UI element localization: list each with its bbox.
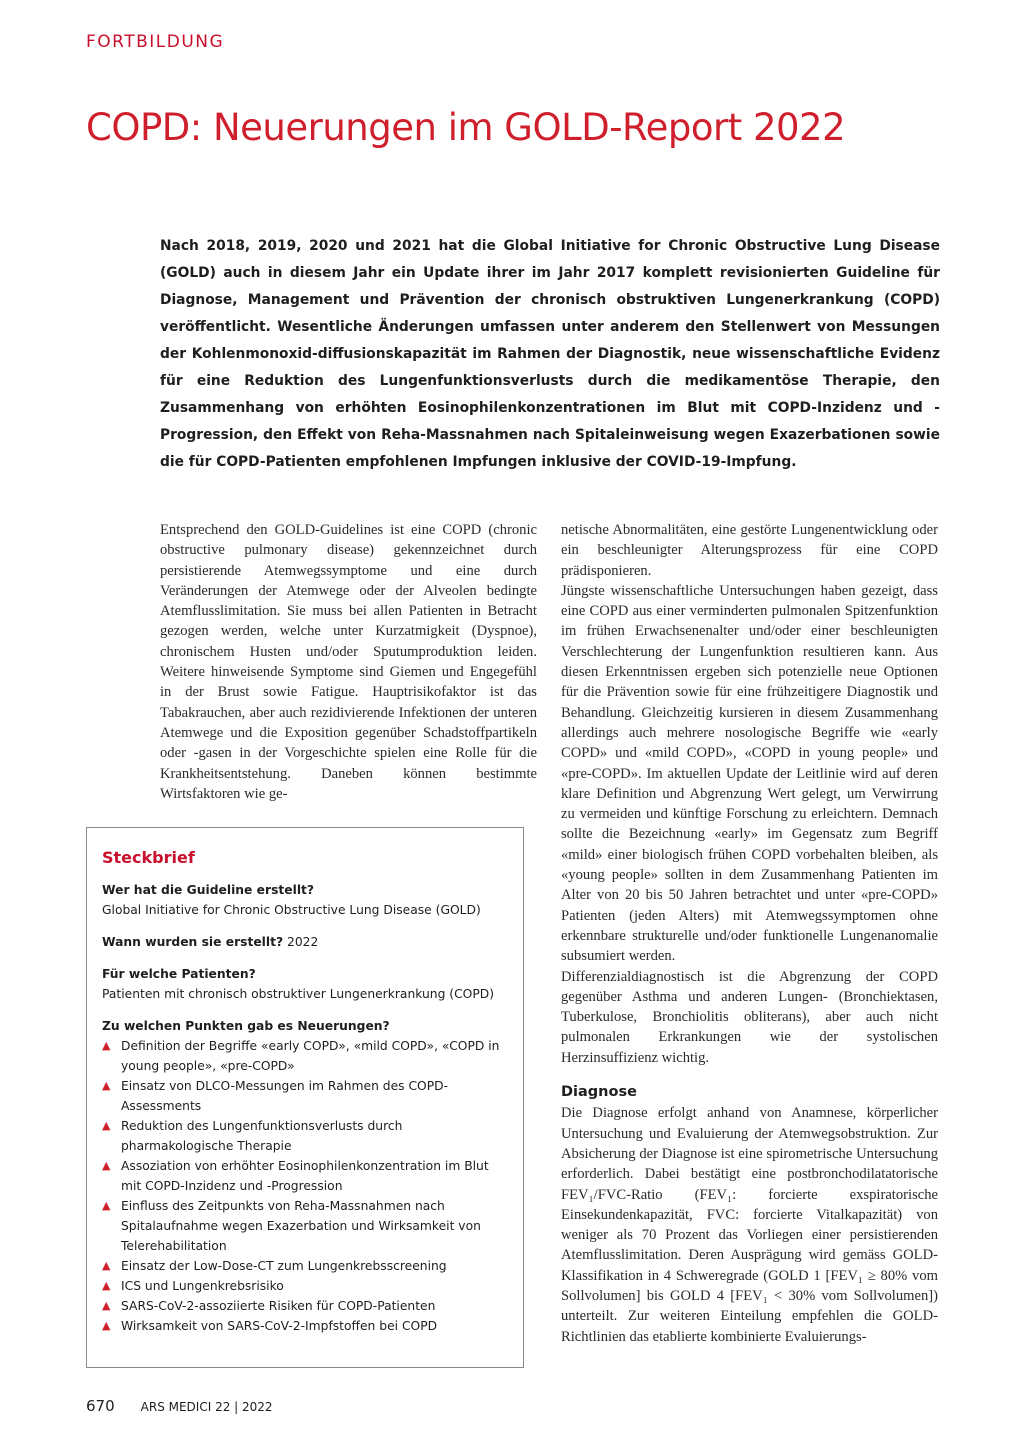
steckbrief-wann-line <box>102 932 509 952</box>
body-paragraph: Die Diagnose erfolgt anhand von Anamnese, körperlicher Untersuchung und Evaluierung der Atemwegsobstruktion. Zur Absicherung der Diagnose ist eine spirometrische Untersuchung erforderlich. Dabei bestätigt eine postbronchodilatatorische FEV₁/FVC-Ratio (FEV₁: forcierte exspiratorische Einsekundenkapazität, FVC: forcierte Vitalkapazität) von weniger als 70 Prozent das Vorliegen einer persistierenden Atemflusslimitation. Deren Ausprägung wird gemäss GOLD-Klassifikation in 4 Schweregrade (GOLD 1 [FEV₁ ≥ 80% vom Sollvolumen] bis GOLD 4 [FEV₁ < 30% vom Sollvolumen]) unterteilt. Zur weiteren Einteilung empfehlen die GOLD-Richtlinien das etablierte kombinierte Evaluierungs- <box>561 1105 938 1345</box>
list-item-text: Einfluss des Zeitpunkts von Reha-Massnahmen nach Spitalaufnahme wegen Exazerbation und Wirksamkeit von Telerehabilitation <box>121 1199 481 1253</box>
steckbrief-heading: Steckbrief <box>102 848 195 867</box>
list-item <box>102 1116 509 1156</box>
list-item-text: ICS und Lungenkrebsrisiko <box>121 1279 284 1293</box>
triangle-bullet-icon: ▲ <box>102 1199 111 1212</box>
list-item <box>102 1296 509 1316</box>
page-footer <box>86 1397 273 1415</box>
body-paragraph: Differenzialdiagnostisch ist die Abgrenzung der COPD gegenüber Asthma und anderen Lungen- (Bronchiektasen, Tuberkulose, Bronchiolitis obliterans), aber auch nicht pulmonalen Erkrankungen wie der systolischen Herzinsuffizienz wichtig. <box>561 968 938 1066</box>
list-item <box>102 1036 509 1076</box>
triangle-bullet-icon: ▲ <box>102 1159 111 1172</box>
triangle-bullet-icon: ▲ <box>102 1259 111 1272</box>
list-item-text: Einsatz der Low-Dose-CT zum Lungenkrebsscreening <box>121 1259 447 1273</box>
steckbrief-answer: 2022 <box>283 935 319 949</box>
diagnose-heading: Diagnose <box>561 1084 637 1101</box>
triangle-bullet-icon: ▲ <box>102 1299 111 1312</box>
list-item-text: Assoziation von erhöhter Eosinophilenkonzentration im Blut mit COPD-Inzidenz und -Progression <box>121 1159 489 1193</box>
list-item <box>102 1316 509 1336</box>
steckbrief-question: Für welche Patienten? <box>102 967 256 981</box>
steckbrief-question: Zu welchen Punkten gab es Neuerungen? <box>102 1019 390 1033</box>
list-item-text: Wirksamkeit von SARS-CoV-2-Impfstoffen bei COPD <box>121 1319 438 1333</box>
body-paragraph: Entsprechend den GOLD-Guidelines ist eine COPD (chronic obstructive pulmonary disease) gekennzeichnet durch persistierende Atemwegssymptome und eine durch Veränderungen der Atemwege oder der Alveolen bedingte Atemflusslimitation. Sie muss bei allen Patienten in Betracht gezogen werden, welche unter Kurzatmigkeit (Dyspnoe), chronischem Husten und/oder Sputumproduktion leiden. Weitere hinweisende Symptome sind Giemen und Engegefühl in der Brust sowie Fatigue. Hauptrisikofaktor ist das Tabakrauchen, aber auch rezidivierende Infektionen der unteren Atemwege und die Exposition gegenüber Schadstoffpartikeln oder -gasen in der Vorgeschichte spielen eine Rolle für die Krankheitsentstehung. Daneben können bestimmte Wirtsfaktoren wie ge- <box>160 522 537 802</box>
steckbrief-question: Wer hat die Guideline erstellt? <box>102 883 315 897</box>
steckbrief-question: Wann wurden sie erstellt? <box>102 935 284 949</box>
list-item-text: SARS-CoV-2-assoziierte Risiken für COPD-Patienten <box>121 1299 436 1313</box>
journal-issue: ARS MEDICI 22 | 2022 <box>140 1400 273 1414</box>
section-kicker: FORTBILDUNG <box>86 32 225 52</box>
list-item-text: Reduktion des Lungenfunktionsverlusts durch pharmakologische Therapie <box>121 1119 403 1153</box>
triangle-bullet-icon: ▲ <box>102 1039 111 1052</box>
triangle-bullet-icon: ▲ <box>102 1279 111 1292</box>
list-item <box>102 1076 509 1116</box>
steckbrief-answer: Patienten mit chronisch obstruktiver Lungenerkrankung (COPD) <box>102 987 495 1001</box>
neuerungen-list <box>102 1036 509 1336</box>
list-item <box>102 1196 509 1256</box>
page-number: 670 <box>86 1397 115 1415</box>
steckbrief-box <box>86 827 524 1368</box>
list-item <box>102 1256 509 1276</box>
triangle-bullet-icon: ▲ <box>102 1319 111 1332</box>
article-title: COPD: Neuerungen im GOLD-Report 2022 <box>86 106 846 149</box>
article-lead: Nach 2018, 2019, 2020 und 2021 hat die Global Initiative for Chronic Obstructive Lung Disease (GOLD) auch in diesem Jahr ein Update ihrer im Jahr 2017 komplett revisionierten Guideline für Diagnose, Management und Prävention der chronisch obstruktiven Lungenerkrankung (COPD) veröffentlicht. Wesentliche Änderungen umfassen unter anderem den Stellenwert von Messungen der Kohlenmonoxid-diffusionskapazität im Rahmen der Diagnostik, neue wissenschaftliche Evidenz für eine Reduktion des Lungenfunktionsverlusts durch die medikamentöse Therapie, den Zusammenhang von erhöhten Eosinophilenkonzentrationen im Blut mit COPD-Inzidenz und -Progression, den Effekt von Reha-Massnahmen nach Spitaleinweisung wegen Exazerbationen sowie die für COPD-Patienten empfohlenen Impfungen inklusive der COVID-19-Impfung. <box>160 238 940 470</box>
body-column-left <box>160 520 537 804</box>
body-paragraph: netische Abnormalitäten, eine gestörte Lungenentwicklung oder ein beschleunigter Alterungsprozess für eine COPD prädisponieren. <box>561 522 938 579</box>
list-item-text: Definition der Begriffe «early COPD», «mild COPD», «COPD in young people», «pre-COPD» <box>121 1039 500 1073</box>
steckbrief-answer: Global Initiative for Chronic Obstructive Lung Disease (GOLD) <box>102 903 481 917</box>
list-item-text: Einsatz von DLCO-Messungen im Rahmen des COPD-Assessments <box>121 1079 449 1113</box>
triangle-bullet-icon: ▲ <box>102 1079 111 1092</box>
list-item <box>102 1276 509 1296</box>
body-paragraph: Jüngste wissenschaftliche Untersuchungen haben gezeigt, dass eine COPD aus einer verminderten pulmonalen Spitzenfunktion im frühen Erwachsenenalter und/oder einer beschleunigten Verschlechterung der Lungenfunktion resultieren kann. Aus diesen Erkenntnissen ergeben sich potenzielle neue Optionen für die Prävention sowie für eine frühzeitigere Diagnostik und Behandlung. Gleichzeitig kursieren in diesem Zusammenhang allerdings auch mehrere nosologische Begriffe wie «early COPD» und «mild COPD», «COPD in young people» und «pre-COPD». Im aktuellen Update der Leitlinie wird auf deren klare Definition und Abgrenzung Wert gelegt, um Verwirrung zu vermeiden und künftige Forschung zu erleichtern. Demnach sollte die Bezeichnung «early» im Gegensatz zum Begriff «mild» einer biologisch frühen COPD vorbehalten bleiben, als «young people» sollten in dem Zusammenhang Patienten im Alter von 20 bis 50 Jahren betrachtet und unter «pre-COPD» Patienten (jeden Alters) mit Atemwegssymptomen ohne erkennbare strukturelle und/oder funktionelle Lungenanomalie subsumiert werden. <box>561 582 938 965</box>
list-item <box>102 1156 509 1196</box>
triangle-bullet-icon: ▲ <box>102 1119 111 1132</box>
body-column-right <box>561 520 938 1347</box>
